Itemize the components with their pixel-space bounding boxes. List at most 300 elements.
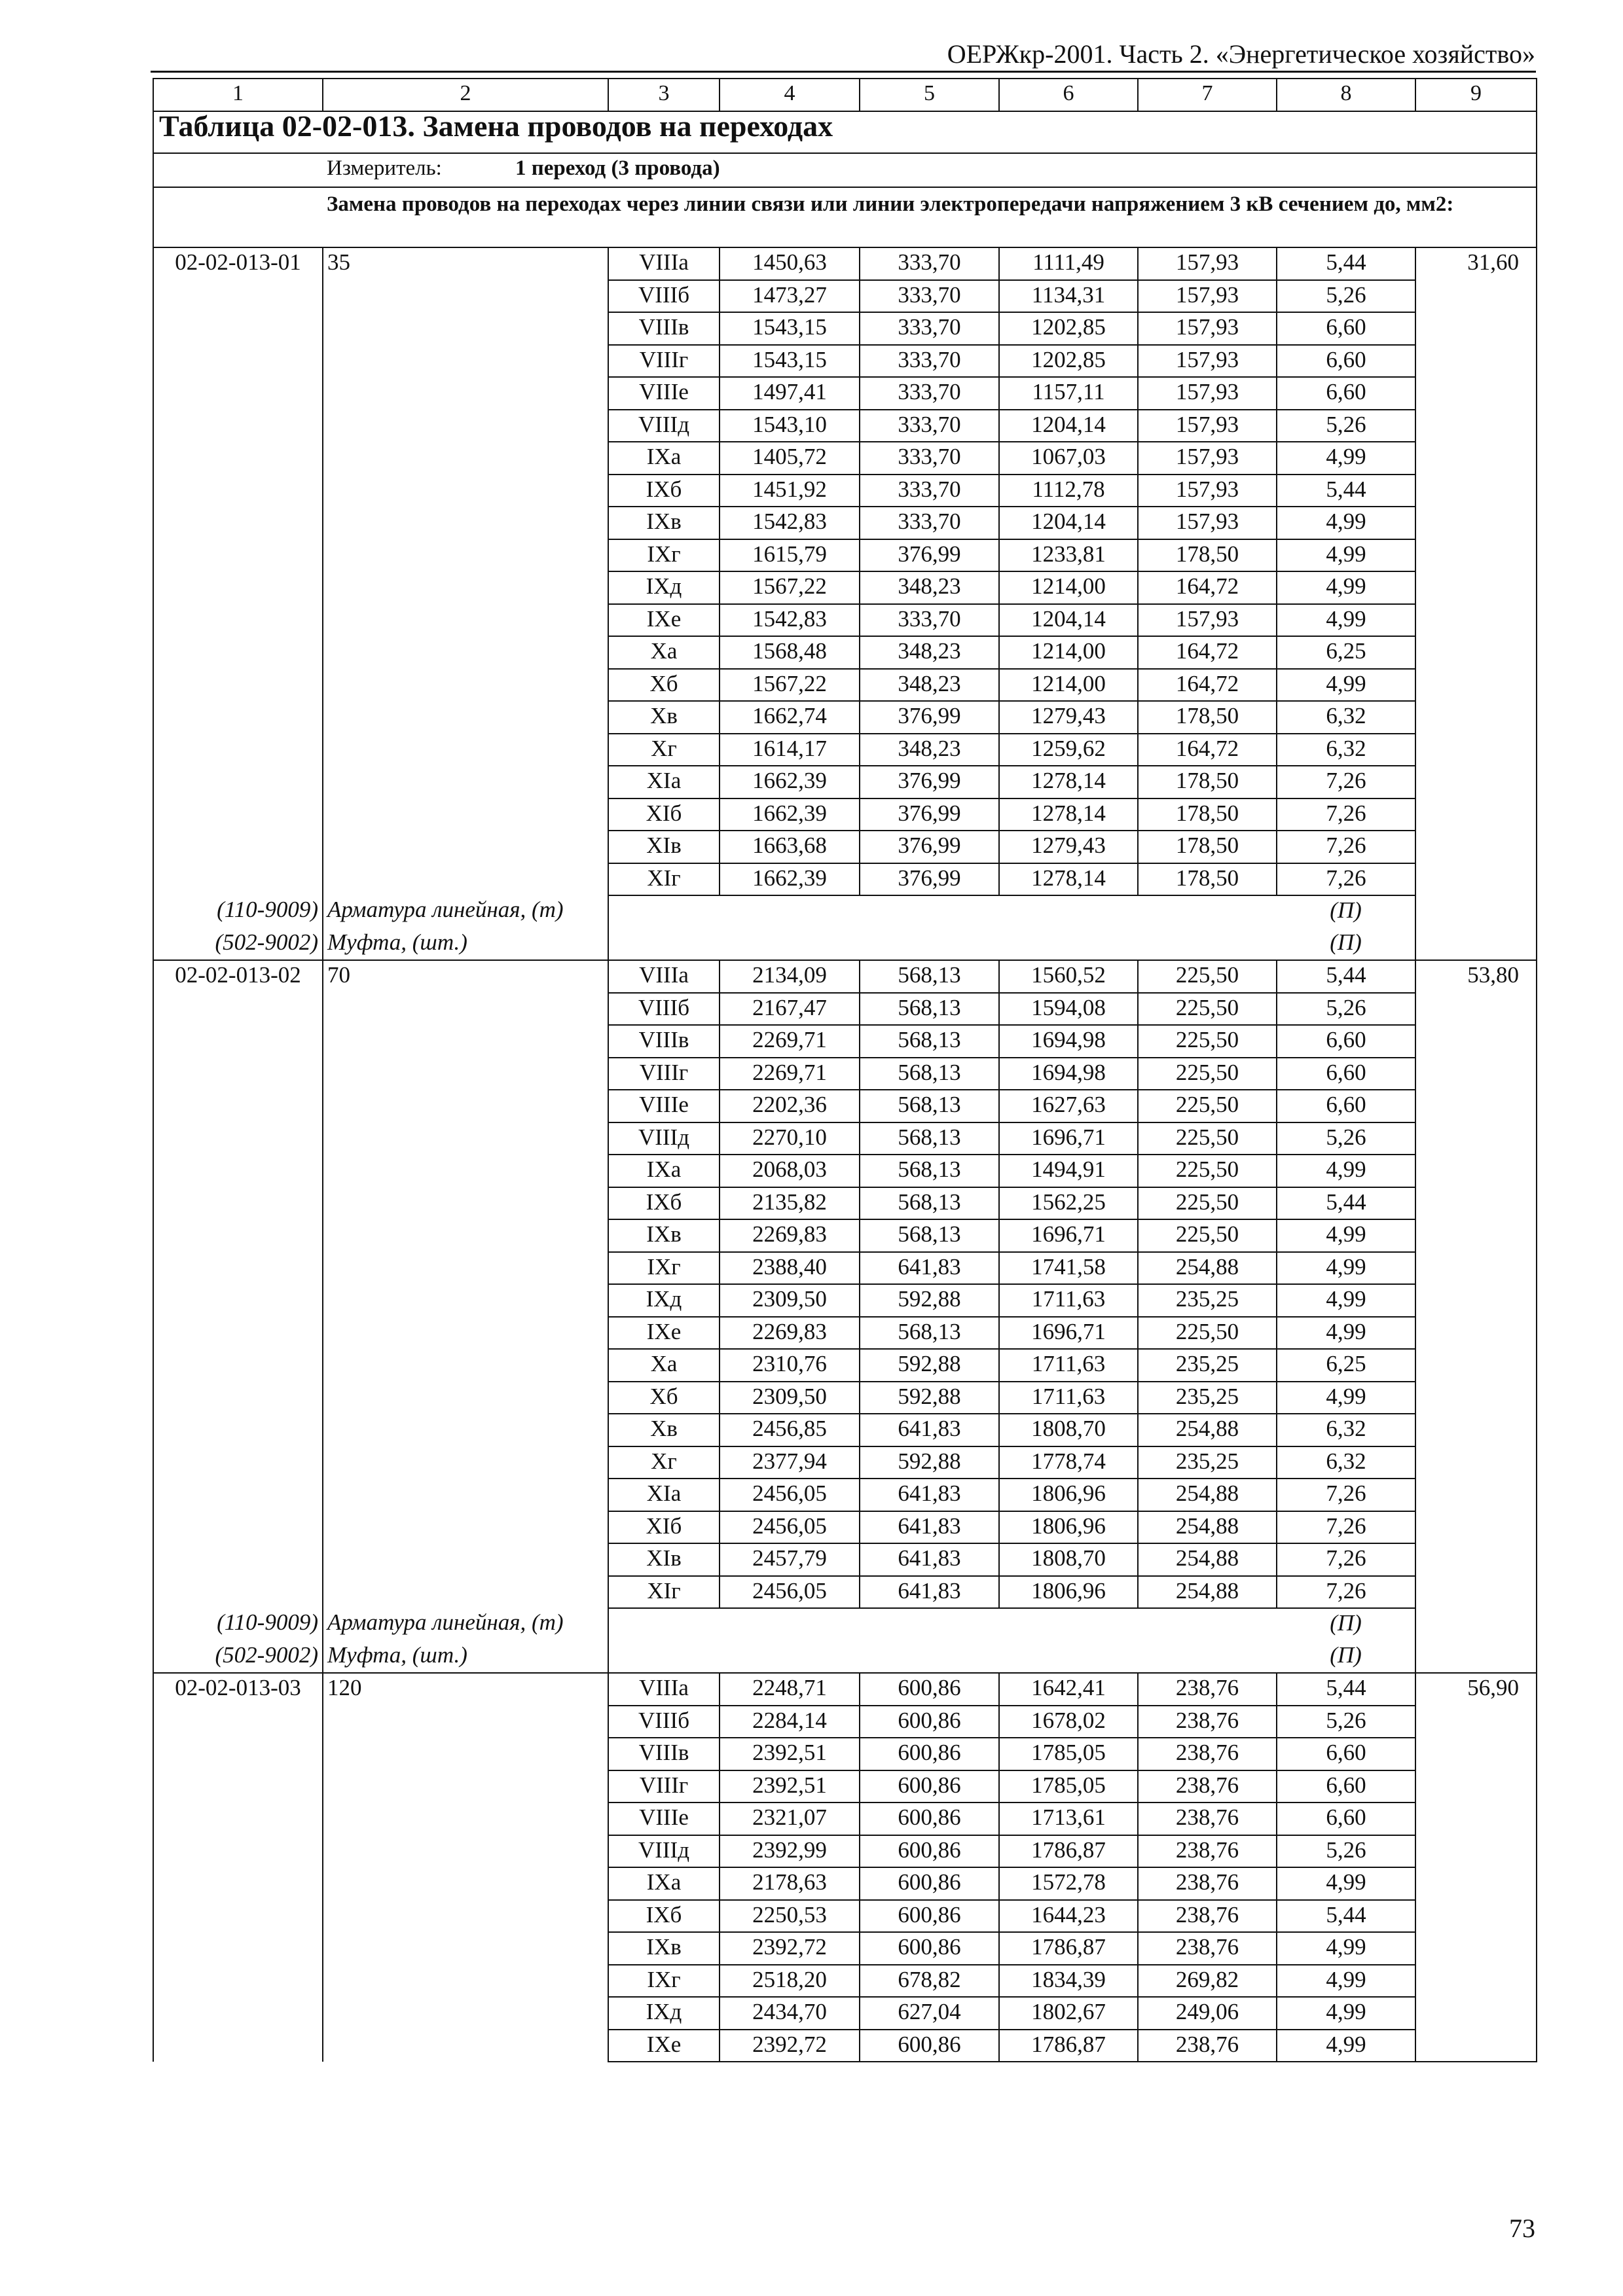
norm-block <box>153 247 1537 960</box>
zone-cell: VIIIг <box>608 1058 720 1090</box>
value-cell: 157,93 <box>1138 410 1277 442</box>
value-cell: 2457,79 <box>720 1543 860 1576</box>
norm-section: 35 <box>323 247 608 895</box>
resource-empty <box>608 895 1277 928</box>
value-cell: 376,99 <box>860 798 999 831</box>
zone-cell: Xв <box>608 1414 720 1446</box>
value-cell: 4,99 <box>1277 1382 1415 1414</box>
value-cell: 1202,85 <box>999 312 1138 345</box>
value-cell: 4,99 <box>1277 442 1415 475</box>
value-cell: 2377,94 <box>720 1446 860 1479</box>
value-cell: 249,06 <box>1138 1997 1277 2030</box>
value-cell: 2456,05 <box>720 1511 860 1544</box>
value-cell: 1662,74 <box>720 701 860 734</box>
resource-name: Муфта, (шт.) <box>323 1641 608 1674</box>
value-cell: 238,76 <box>1138 1803 1277 1835</box>
value-cell: 6,60 <box>1277 312 1415 345</box>
value-cell: 4,99 <box>1277 1965 1415 1998</box>
value-cell: 1567,22 <box>720 571 860 604</box>
value-cell: 6,32 <box>1277 701 1415 734</box>
resource-empty <box>608 1641 1277 1674</box>
value-cell: 568,13 <box>860 1187 999 1220</box>
value-cell: 225,50 <box>1138 993 1277 1026</box>
zone-cell: XIв <box>608 1543 720 1576</box>
value-cell: 5,26 <box>1277 1835 1415 1868</box>
value-cell: 5,26 <box>1277 993 1415 1026</box>
zone-cell: IXг <box>608 1252 720 1285</box>
value-cell: 238,76 <box>1138 2030 1277 2062</box>
measure-value: 1 переход (3 провода) <box>515 156 720 180</box>
zone-cell: VIIIд <box>608 410 720 442</box>
resource-code: (502-9002) <box>153 1641 323 1674</box>
zone-cell: VIIIе <box>608 377 720 410</box>
value-cell: 238,76 <box>1138 1835 1277 1868</box>
value-cell: 1614,17 <box>720 734 860 766</box>
value-cell: 254,88 <box>1138 1414 1277 1446</box>
value-cell: 1562,25 <box>999 1187 1138 1220</box>
value-cell: 1806,96 <box>999 1511 1138 1544</box>
value-cell: 2284,14 <box>720 1706 860 1738</box>
value-cell: 4,99 <box>1277 669 1415 702</box>
value-cell: 641,83 <box>860 1479 999 1511</box>
value-cell: 1067,03 <box>999 442 1138 475</box>
value-cell: 1806,96 <box>999 1479 1138 1511</box>
value-cell: 7,26 <box>1277 831 1415 863</box>
value-cell: 1808,70 <box>999 1414 1138 1446</box>
value-cell: 348,23 <box>860 571 999 604</box>
resource-row <box>153 1641 1537 1674</box>
value-cell: 1450,63 <box>720 247 860 280</box>
value-cell: 1204,14 <box>999 507 1138 539</box>
value-cell: 2434,70 <box>720 1997 860 2030</box>
value-cell: 254,88 <box>1138 1543 1277 1576</box>
value-cell: 2456,05 <box>720 1479 860 1511</box>
value-cell: 4,99 <box>1277 1284 1415 1317</box>
value-cell: 1279,43 <box>999 701 1138 734</box>
value-cell: 164,72 <box>1138 734 1277 766</box>
norm-block <box>153 1673 1537 2062</box>
value-cell: 1785,05 <box>999 1770 1138 1803</box>
value-cell: 333,70 <box>860 442 999 475</box>
value-cell: 7,26 <box>1277 798 1415 831</box>
value-cell: 641,83 <box>860 1543 999 1576</box>
value-cell: 2518,20 <box>720 1965 860 1998</box>
value-cell: 1711,63 <box>999 1284 1138 1317</box>
value-cell: 1802,67 <box>999 1997 1138 2030</box>
zone-cell: IXг <box>608 539 720 572</box>
value-cell: 1627,63 <box>999 1090 1138 1122</box>
value-cell: 157,93 <box>1138 507 1277 539</box>
zone-cell: Xа <box>608 636 720 669</box>
value-cell: 2392,72 <box>720 1932 860 1965</box>
value-cell: 592,88 <box>860 1349 999 1382</box>
zone-cell: Xв <box>608 701 720 734</box>
norm-section: 70 <box>323 960 608 1608</box>
value-cell: 2456,05 <box>720 1576 860 1609</box>
value-cell: 1694,98 <box>999 1025 1138 1058</box>
value-cell: 4,99 <box>1277 1252 1415 1285</box>
value-cell: 157,93 <box>1138 280 1277 313</box>
value-cell: 1111,49 <box>999 247 1138 280</box>
value-cell: 178,50 <box>1138 831 1277 863</box>
value-cell: 641,83 <box>860 1414 999 1446</box>
measure-label: Измеритель: <box>327 156 442 180</box>
value-cell: 5,44 <box>1277 247 1415 280</box>
value-cell: 4,99 <box>1277 1219 1415 1252</box>
description-row <box>153 187 1537 247</box>
value-cell: 157,93 <box>1138 345 1277 378</box>
value-cell: 333,70 <box>860 247 999 280</box>
zone-cell: IXв <box>608 1219 720 1252</box>
header-rule <box>151 71 1536 73</box>
value-cell: 2456,85 <box>720 1414 860 1446</box>
value-cell: 6,60 <box>1277 1090 1415 1122</box>
value-cell: 5,44 <box>1277 1900 1415 1933</box>
value-cell: 7,26 <box>1277 1479 1415 1511</box>
zone-cell: IXе <box>608 2030 720 2062</box>
zone-cell: XIв <box>608 831 720 863</box>
value-cell: 1644,23 <box>999 1900 1138 1933</box>
zone-cell: XIг <box>608 863 720 896</box>
value-cell: 4,99 <box>1277 604 1415 637</box>
zone-cell: Xа <box>608 1349 720 1382</box>
value-cell: 2068,03 <box>720 1155 860 1187</box>
value-cell: 157,93 <box>1138 377 1277 410</box>
value-cell: 627,04 <box>860 1997 999 2030</box>
value-cell: 2388,40 <box>720 1252 860 1285</box>
value-cell: 568,13 <box>860 1155 999 1187</box>
value-cell: 333,70 <box>860 377 999 410</box>
zone-cell: IXб <box>608 1187 720 1220</box>
value-cell: 4,99 <box>1277 2030 1415 2062</box>
zone-cell: Xг <box>608 1446 720 1479</box>
column-number: 9 <box>1415 79 1537 111</box>
value-cell: 376,99 <box>860 831 999 863</box>
value-cell: 1542,83 <box>720 604 860 637</box>
zone-cell: VIIIе <box>608 1090 720 1122</box>
value-cell: 157,93 <box>1138 604 1277 637</box>
zone-cell: IXд <box>608 571 720 604</box>
value-cell: 1808,70 <box>999 1543 1138 1576</box>
value-cell: 6,60 <box>1277 1738 1415 1770</box>
zone-cell: Xг <box>608 734 720 766</box>
column-number-row <box>153 79 1537 111</box>
norm-code: 02-02-013-02 <box>153 960 323 1608</box>
norm-section: 120 <box>323 1673 608 2062</box>
value-cell: 225,50 <box>1138 1090 1277 1122</box>
zone-cell: VIIIб <box>608 993 720 1026</box>
value-cell: 225,50 <box>1138 960 1277 993</box>
value-cell: 269,82 <box>1138 1965 1277 1998</box>
value-cell: 4,99 <box>1277 1155 1415 1187</box>
resource-row <box>153 1608 1537 1641</box>
value-cell: 178,50 <box>1138 798 1277 831</box>
value-cell: 5,44 <box>1277 475 1415 507</box>
value-cell: 2392,99 <box>720 1835 860 1868</box>
zone-cell: VIIIв <box>608 312 720 345</box>
zone-cell: IXб <box>608 1900 720 1933</box>
value-cell: 164,72 <box>1138 669 1277 702</box>
value-cell: 2309,50 <box>720 1382 860 1414</box>
zone-cell: IXе <box>608 604 720 637</box>
value-cell: 333,70 <box>860 475 999 507</box>
norm-code: 02-02-013-01 <box>153 247 323 895</box>
resource-mark: (П) <box>1277 1608 1415 1641</box>
value-cell: 178,50 <box>1138 701 1277 734</box>
value-cell: 641,83 <box>860 1252 999 1285</box>
value-cell: 5,44 <box>1277 1673 1415 1706</box>
value-cell: 2248,71 <box>720 1673 860 1706</box>
value-cell: 1214,00 <box>999 636 1138 669</box>
zone-cell: VIIIд <box>608 1122 720 1155</box>
value-cell: 1567,22 <box>720 669 860 702</box>
value-cell: 235,25 <box>1138 1446 1277 1479</box>
column-number: 3 <box>608 79 720 111</box>
value-cell: 235,25 <box>1138 1349 1277 1382</box>
value-cell: 1662,39 <box>720 798 860 831</box>
value-cell: 5,26 <box>1277 1122 1415 1155</box>
value-cell: 1543,15 <box>720 312 860 345</box>
value-cell: 1560,52 <box>999 960 1138 993</box>
zone-cell: VIIIб <box>608 280 720 313</box>
resource-name: Арматура линейная, (т) <box>323 895 608 928</box>
value-cell: 2270,10 <box>720 1122 860 1155</box>
value-cell: 568,13 <box>860 1090 999 1122</box>
value-cell: 2392,72 <box>720 2030 860 2062</box>
norm-table <box>153 78 1537 2062</box>
value-cell: 1214,00 <box>999 571 1138 604</box>
value-cell: 1711,63 <box>999 1382 1138 1414</box>
value-cell: 333,70 <box>860 410 999 442</box>
value-cell: 600,86 <box>860 1770 999 1803</box>
value-cell: 4,99 <box>1277 1997 1415 2030</box>
resource-row <box>153 928 1537 961</box>
value-cell: 7,26 <box>1277 1543 1415 1576</box>
value-cell: 2269,83 <box>720 1317 860 1350</box>
value-cell: 157,93 <box>1138 247 1277 280</box>
measure-row <box>153 153 1537 187</box>
value-cell: 641,83 <box>860 1511 999 1544</box>
value-cell: 5,44 <box>1277 960 1415 993</box>
value-cell: 225,50 <box>1138 1155 1277 1187</box>
table-title: Таблица 02-02-013. Замена проводов на переходах <box>153 111 1537 153</box>
value-cell: 2392,51 <box>720 1770 860 1803</box>
value-cell: 4,99 <box>1277 507 1415 539</box>
value-cell: 376,99 <box>860 539 999 572</box>
value-cell: 1778,74 <box>999 1446 1138 1479</box>
zone-cell: IXа <box>608 1155 720 1187</box>
value-cell: 1134,31 <box>999 280 1138 313</box>
value-cell: 7,26 <box>1277 863 1415 896</box>
value-cell: 6,32 <box>1277 1446 1415 1479</box>
value-cell: 1713,61 <box>999 1803 1138 1835</box>
value-cell: 376,99 <box>860 766 999 798</box>
column-number: 8 <box>1277 79 1415 111</box>
zone-cell: IXд <box>608 1997 720 2030</box>
value-cell: 6,32 <box>1277 1414 1415 1446</box>
value-cell: 592,88 <box>860 1284 999 1317</box>
value-cell: 1214,00 <box>999 669 1138 702</box>
value-cell: 238,76 <box>1138 1673 1277 1706</box>
value-cell: 235,25 <box>1138 1284 1277 1317</box>
value-cell: 2167,47 <box>720 993 860 1026</box>
value-cell: 1494,91 <box>999 1155 1138 1187</box>
table-row <box>153 247 1537 280</box>
norm-last-value: 56,90 <box>1415 1673 1537 2062</box>
value-cell: 333,70 <box>860 604 999 637</box>
column-number: 5 <box>860 79 999 111</box>
resource-mark: (П) <box>1277 928 1415 961</box>
value-cell: 6,25 <box>1277 1349 1415 1382</box>
zone-cell: VIIIг <box>608 1770 720 1803</box>
column-number: 7 <box>1138 79 1277 111</box>
value-cell: 235,25 <box>1138 1382 1277 1414</box>
value-cell: 1543,15 <box>720 345 860 378</box>
norm-code: 02-02-013-03 <box>153 1673 323 2062</box>
value-cell: 7,26 <box>1277 766 1415 798</box>
value-cell: 4,99 <box>1277 1867 1415 1900</box>
value-cell: 568,13 <box>860 960 999 993</box>
zone-cell: IXа <box>608 1867 720 1900</box>
value-cell: 600,86 <box>860 1867 999 1900</box>
value-cell: 1741,58 <box>999 1252 1138 1285</box>
resource-row <box>153 895 1537 928</box>
zone-cell: VIIIг <box>608 345 720 378</box>
value-cell: 254,88 <box>1138 1511 1277 1544</box>
value-cell: 6,60 <box>1277 377 1415 410</box>
zone-cell: XIб <box>608 798 720 831</box>
value-cell: 6,32 <box>1277 734 1415 766</box>
value-cell: 6,60 <box>1277 345 1415 378</box>
resource-name: Муфта, (шт.) <box>323 928 608 961</box>
value-cell: 1806,96 <box>999 1576 1138 1609</box>
value-cell: 1696,71 <box>999 1317 1138 1350</box>
zone-cell: VIIIб <box>608 1706 720 1738</box>
value-cell: 225,50 <box>1138 1122 1277 1155</box>
value-cell: 568,13 <box>860 1025 999 1058</box>
value-cell: 5,26 <box>1277 410 1415 442</box>
value-cell: 2134,09 <box>720 960 860 993</box>
value-cell: 568,13 <box>860 993 999 1026</box>
norm-block <box>153 960 1537 1673</box>
zone-cell: IXв <box>608 1932 720 1965</box>
value-cell: 225,50 <box>1138 1317 1277 1350</box>
value-cell: 1233,81 <box>999 539 1138 572</box>
value-cell: 2310,76 <box>720 1349 860 1382</box>
zone-cell: IXа <box>608 442 720 475</box>
value-cell: 1786,87 <box>999 1932 1138 1965</box>
value-cell: 178,50 <box>1138 766 1277 798</box>
value-cell: 6,60 <box>1277 1803 1415 1835</box>
value-cell: 1112,78 <box>999 475 1138 507</box>
value-cell: 1572,78 <box>999 1867 1138 1900</box>
zone-cell: IXе <box>608 1317 720 1350</box>
table-row <box>153 960 1537 993</box>
value-cell: 4,99 <box>1277 1317 1415 1350</box>
zone-cell: VIIIв <box>608 1025 720 1058</box>
zone-cell: XIг <box>608 1576 720 1609</box>
value-cell: 568,13 <box>860 1122 999 1155</box>
column-number: 6 <box>999 79 1138 111</box>
value-cell: 5,44 <box>1277 1187 1415 1220</box>
page-number: 73 <box>1509 2214 1535 2243</box>
value-cell: 1259,62 <box>999 734 1138 766</box>
zone-cell: IXв <box>608 507 720 539</box>
column-number: 2 <box>323 79 608 111</box>
value-cell: 238,76 <box>1138 1738 1277 1770</box>
value-cell: 348,23 <box>860 669 999 702</box>
value-cell: 1542,83 <box>720 507 860 539</box>
value-cell: 2321,07 <box>720 1803 860 1835</box>
zone-cell: XIа <box>608 766 720 798</box>
value-cell: 2135,82 <box>720 1187 860 1220</box>
zone-cell: XIб <box>608 1511 720 1544</box>
value-cell: 1786,87 <box>999 1835 1138 1868</box>
value-cell: 1278,14 <box>999 766 1138 798</box>
value-cell: 568,13 <box>860 1317 999 1350</box>
value-cell: 1204,14 <box>999 410 1138 442</box>
value-cell: 1278,14 <box>999 798 1138 831</box>
zone-cell: VIIIа <box>608 247 720 280</box>
value-cell: 164,72 <box>1138 571 1277 604</box>
value-cell: 376,99 <box>860 701 999 734</box>
value-cell: 333,70 <box>860 280 999 313</box>
value-cell: 238,76 <box>1138 1770 1277 1803</box>
value-cell: 2250,53 <box>720 1900 860 1933</box>
norm-last-value: 53,80 <box>1415 960 1537 1673</box>
value-cell: 333,70 <box>860 345 999 378</box>
resource-code: (110-9009) <box>153 895 323 928</box>
value-cell: 1696,71 <box>999 1219 1138 1252</box>
value-cell: 592,88 <box>860 1446 999 1479</box>
value-cell: 600,86 <box>860 1932 999 1965</box>
zone-cell: XIа <box>608 1479 720 1511</box>
value-cell: 254,88 <box>1138 1576 1277 1609</box>
value-cell: 348,23 <box>860 636 999 669</box>
value-cell: 4,99 <box>1277 539 1415 572</box>
zone-cell: IXд <box>608 1284 720 1317</box>
value-cell: 1157,11 <box>999 377 1138 410</box>
value-cell: 333,70 <box>860 312 999 345</box>
value-cell: 333,70 <box>860 507 999 539</box>
value-cell: 178,50 <box>1138 539 1277 572</box>
value-cell: 225,50 <box>1138 1187 1277 1220</box>
value-cell: 238,76 <box>1138 1867 1277 1900</box>
running-header: ОЕРЖкр-2001. Часть 2. «Энергетическое хозяйство» <box>947 39 1535 69</box>
value-cell: 2178,63 <box>720 1867 860 1900</box>
resource-empty <box>608 928 1277 961</box>
value-cell: 1663,68 <box>720 831 860 863</box>
resource-mark: (П) <box>1277 1641 1415 1674</box>
value-cell: 1694,98 <box>999 1058 1138 1090</box>
value-cell: 4,99 <box>1277 571 1415 604</box>
value-cell: 600,86 <box>860 1900 999 1933</box>
value-cell: 6,60 <box>1277 1058 1415 1090</box>
value-cell: 254,88 <box>1138 1479 1277 1511</box>
value-cell: 157,93 <box>1138 312 1277 345</box>
value-cell: 5,26 <box>1277 280 1415 313</box>
value-cell: 1279,43 <box>999 831 1138 863</box>
zone-cell: VIIIв <box>608 1738 720 1770</box>
value-cell: 1696,71 <box>999 1122 1138 1155</box>
value-cell: 1834,39 <box>999 1965 1138 1998</box>
value-cell: 2269,71 <box>720 1025 860 1058</box>
value-cell: 1451,92 <box>720 475 860 507</box>
value-cell: 2202,36 <box>720 1090 860 1122</box>
value-cell: 225,50 <box>1138 1219 1277 1252</box>
value-cell: 164,72 <box>1138 636 1277 669</box>
value-cell: 178,50 <box>1138 863 1277 896</box>
